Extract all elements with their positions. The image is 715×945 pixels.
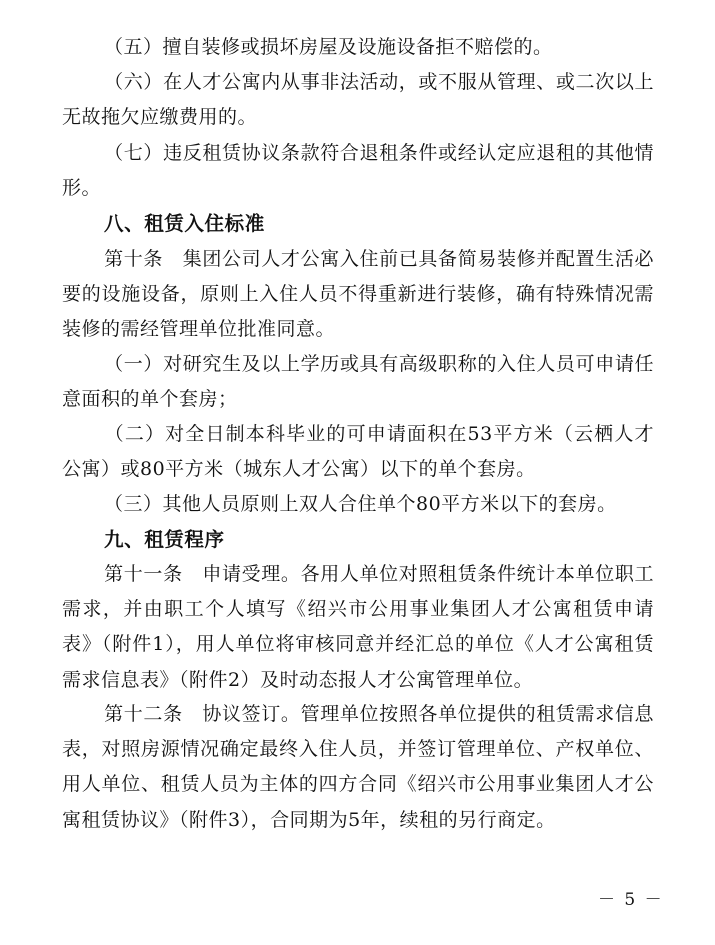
section-heading-9: 九、租赁程序 bbox=[104, 528, 225, 551]
article-10 bbox=[62, 242, 654, 348]
article-11 bbox=[62, 557, 654, 698]
paragraph-item-6 bbox=[62, 65, 654, 135]
paragraph-item-5 bbox=[62, 30, 654, 65]
paragraph-item-2 bbox=[62, 417, 654, 487]
paragraph-text: 第十一条 申请受理。各用人单位对照租赁条件统计本单位职工需求，并由职工个人填写《绍兴市公用事业集团人才公寓租赁申请表》（附件1），用人单位将审核同意并经汇总的单位《人才公寓租赁需求信息表》（附件2）及时动态报人才公寓管理单位。 bbox=[62, 563, 654, 691]
article-12 bbox=[62, 697, 654, 838]
paragraph-item-3 bbox=[62, 487, 654, 522]
paragraph-text: （五）擅自装修或损坏房屋及设施设备拒不赔偿的。 bbox=[104, 36, 553, 58]
paragraph-item-7 bbox=[62, 136, 654, 206]
section-heading-8: 八、租赁入住标准 bbox=[104, 212, 265, 235]
paragraph-text: 第十二条 协议签订。管理单位按照各单位提供的租赁需求信息表，对照房源情况确定最终入住人员，并签订管理单位、产权单位、用人单位、租赁人员为主体的四方合同《绍兴市公用事业集团人才公寓租赁协议》（附件3），合同期为5年，续租的另行商定。 bbox=[62, 703, 654, 831]
paragraph-text: （二）对全日制本科毕业的可申请面积在53平方米（云栖人才公寓）或80平方米（城东人才公寓）以下的单个套房。 bbox=[62, 423, 654, 481]
page-number: － 5 － bbox=[598, 890, 664, 910]
paragraph-item-1 bbox=[62, 347, 654, 417]
paragraph-text: （三）其他人员原则上双人合住单个80平方米以下的套房。 bbox=[104, 493, 617, 515]
paragraph-text: （六）在人才公寓内从事非法活动，或不服从管理、或二次以上无故拖欠应缴费用的。 bbox=[62, 71, 654, 129]
paragraph-text: 第十条 集团公司人才公寓入住前已具备简易装修并配置生活必要的设施设备，原则上入住人员不得重新进行装修，确有特殊情况需装修的需经管理单位批准同意。 bbox=[62, 248, 654, 341]
paragraph-text: （七）违反租赁协议条款符合退租条件或经认定应退租的其他情形。 bbox=[62, 142, 654, 200]
paragraph-text: （一）对研究生及以上学历或具有高级职称的入住人员可申请任意面积的单个套房； bbox=[62, 353, 654, 411]
